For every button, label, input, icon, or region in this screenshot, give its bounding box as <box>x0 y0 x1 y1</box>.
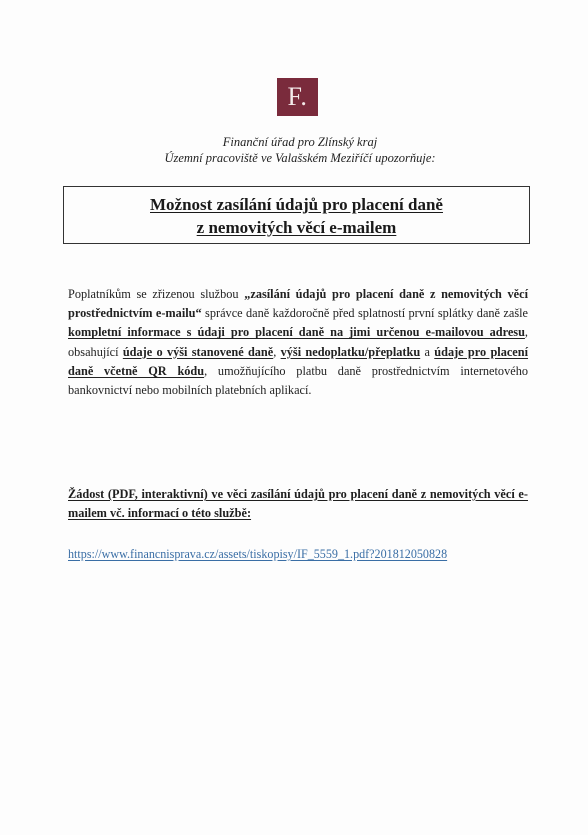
document-title-box <box>63 186 530 244</box>
request-form-heading: Žádost (PDF, interaktivní) ve věci zasílání údajů pro placení daně z nemovitých věcí e-mailem vč. informací o této službě: <box>68 487 528 520</box>
logo-letter: F. <box>287 82 308 111</box>
issuer-office: Finanční úřad pro Zlínský kraj <box>222 135 378 149</box>
service-name: „zasílání údajů pro placení daně z nemovitých věcí prostřednictvím e-mailu“ <box>68 287 528 321</box>
title-line-1: Možnost zasílání údajů pro placení daně <box>150 195 443 214</box>
qr-payment-underlined: údaje pro placení daně včetně QR kódu <box>68 344 529 378</box>
complete-info-underlined: kompletní informace s údaji pro placení daně na jimi určenou e-mailovou adresu <box>68 325 525 340</box>
arrears-overpayment-underlined: výši nedoplatku/přeplatku <box>280 344 421 359</box>
body-paragraph <box>68 285 528 400</box>
tax-amount-underlined: údaje o výši stanovené daně <box>122 344 274 359</box>
title-line-2: z nemovitých věcí e-mailem <box>196 218 397 237</box>
body-text-6: , umožňujícího platbu daně prostřednictvím internetového bankovnictví nebo mobilních platebních aplikací. <box>68 363 528 398</box>
body-text-2: správce daně každoročně před splatností první splátky daně zašle <box>201 306 528 321</box>
body-text-1: Poplatníkům se zřizenou službou <box>68 287 245 301</box>
issuer-notice-line: Územní pracoviště ve Valašském Meziříčí upozorňuje: <box>164 151 436 165</box>
body-text-5: a <box>420 344 435 359</box>
financni-sprava-logo <box>277 78 318 116</box>
body-text-4: , <box>273 344 281 359</box>
form-pdf-link[interactable]: https://www.financnisprava.cz/assets/tiskopisy/IF_5559_1.pdf?201812050828 <box>68 547 448 561</box>
body-text-3: , obsahující <box>68 325 528 359</box>
